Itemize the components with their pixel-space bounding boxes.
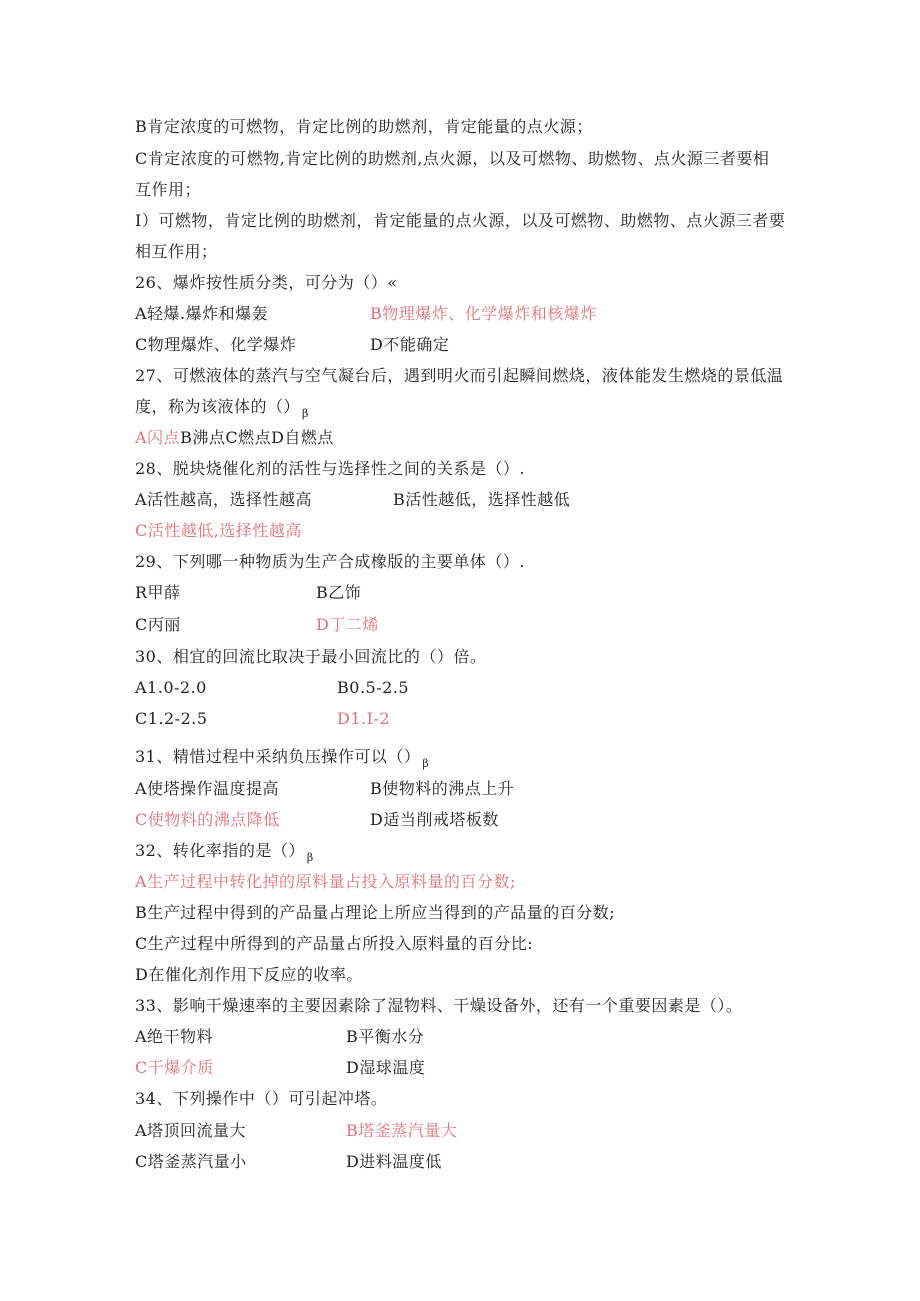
question-27-cont <box>135 396 309 420</box>
q29-option-c: C丙丽 <box>135 615 181 634</box>
q28-option-c-answer: C活性越低,选择性越高 <box>135 521 302 540</box>
q30-option-b: B0.5-2.5 <box>337 678 410 697</box>
q30-option-c: C1.2-2.5 <box>135 709 208 728</box>
q33-option-d: D湿球温度 <box>346 1058 426 1077</box>
q26-option-c: C物理爆炸、化学爆炸 <box>135 335 297 354</box>
q31-option-c-answer: C使物料的沸点降低 <box>135 810 280 829</box>
q32-option-d: D在催化剂作用下反应的收率。 <box>135 965 363 984</box>
q32-option-b: B生产过程中得到的产品量占理论上所应当得到的产品量的百分数; <box>135 903 616 922</box>
q32-stem-text: 32、转化率指的是（） <box>135 841 305 860</box>
question-28: 28、脱块烧催化剂的活性与选择性之间的关系是（）. <box>135 459 525 478</box>
q27-beta-mark: β <box>302 407 309 420</box>
q29-option-a: R甲薛 <box>135 583 181 602</box>
q33-option-c-answer: C干爆介质 <box>135 1058 214 1077</box>
q31-option-a: A使塔操作温度提高 <box>135 779 280 798</box>
option-c-text-cont: 互作用； <box>135 180 202 199</box>
question-33: 33、影响干燥速率的主要因素除了湿物料、干燥设备外，还有一个重要因素是（）。 <box>135 996 743 1015</box>
q28-option-a: A活性越高，选择性越高 <box>135 490 313 509</box>
q34-option-c: C塔釜蒸汽量小 <box>135 1152 247 1171</box>
question-30: 30、相宜的回流比取决于最小回流比的（）倍。 <box>135 647 487 666</box>
question-32 <box>135 840 314 864</box>
q26-option-b-answer: B物理爆炸、化学爆炸和核爆炸 <box>370 304 597 323</box>
question-31 <box>135 746 429 770</box>
q26-option-a: A轻爆.爆炸和爆轰 <box>135 304 269 323</box>
q31-option-b: B使物料的沸点上升 <box>370 779 515 798</box>
q27-options <box>135 427 334 449</box>
q27-option-a-answer: A闪点 <box>135 428 181 447</box>
q29-option-d-answer: D丁二烯 <box>316 615 379 634</box>
question-34: 34、下列操作中（）可引起冲塔。 <box>135 1089 388 1108</box>
q31-option-d: D适当削戒塔板数 <box>370 810 499 829</box>
option-b-text: B肯定浓度的可燃物，肯定比例的助燃剂，肯定能量的点火源； <box>135 117 593 136</box>
q32-option-a-answer: A生产过程中转化掉的原料量占投入原料量的百分数; <box>135 872 516 891</box>
q30-option-a: A1.0-2.0 <box>135 678 207 697</box>
q31-beta-mark: β <box>422 757 430 770</box>
q34-option-a: A塔顶回流量大 <box>135 1121 247 1140</box>
q34-option-b-answer: B塔釜蒸汽量大 <box>346 1121 458 1140</box>
q28-option-b: B活性越低，选择性越低 <box>393 490 571 509</box>
q32-option-c: C生产过程中所得到的产品量占所投入原料量的百分比: <box>135 934 534 953</box>
q31-stem-text: 31、精惜过程中采纳负压操作可以（） <box>135 747 421 766</box>
question-29: 29、下列哪一种物质为生产合成橡版的主要单体（）. <box>135 552 525 571</box>
q29-option-b: B乙饰 <box>316 583 362 602</box>
q32-beta-mark: β <box>306 851 314 864</box>
q27-stem-text: 度，称为该液体的（） <box>135 397 301 416</box>
option-d-text-cont: 相互作用； <box>135 242 218 261</box>
q30-option-d-answer: D1.I-2 <box>337 709 390 728</box>
q34-option-d: D进料温度低 <box>346 1152 442 1171</box>
q27-other-options: B沸点C燃点D自燃点 <box>180 428 334 447</box>
q26-option-d: D不能确定 <box>370 335 450 354</box>
question-26: 26、爆炸按性质分类，可分为（）« <box>135 273 398 292</box>
q33-option-a: A绝干物料 <box>135 1027 214 1046</box>
question-27: 27、可燃液体的蒸汽与空气凝台后，遇到明火而引起瞬间燃烧，液体能发生燃烧的景低温 <box>135 366 784 385</box>
option-d-text: I）可燃物，肯定比例的助燃剂，肯定能量的点火源，以及可燃物、助燃物、点火源三者要 <box>135 211 786 230</box>
option-c-text: C肯定浓度的可燃物,肯定比例的助燃剂,点火源，以及可燃物、助燃物、点火源三者要相 <box>135 149 770 168</box>
q33-option-b: B平衡水分 <box>346 1027 425 1046</box>
